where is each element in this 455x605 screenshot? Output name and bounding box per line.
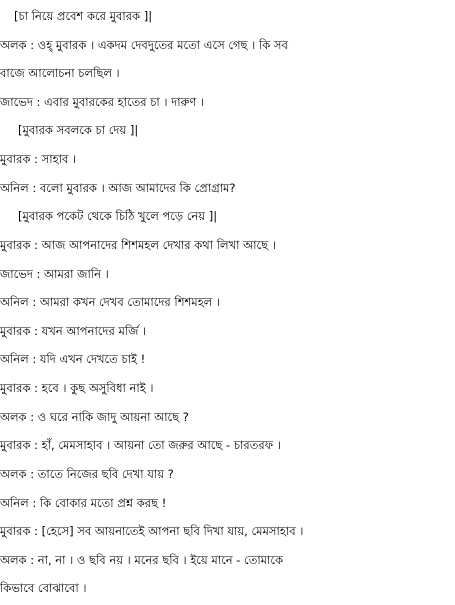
dialogue-line: জাভেদ : আমরা জানি ।	[0, 267, 109, 281]
dialogue-line: মুবারক : আজ আপনাদের শিশমহল দেখার কথা লিখা আছে ।	[0, 238, 276, 252]
dialogue-line: অলক : ও ঘরে নাকি জাদু আয়না আছে ?	[0, 410, 189, 424]
dialogue-line: অনিল : কি বোকার মতো প্রশ্ন করছ !	[0, 496, 167, 510]
dialogue-line: জাভেদ : এবার মুবারকের হাতের চা । দারুণ ।	[0, 95, 205, 109]
dialogue-line: অনিল : বলো মুবারক । আজ আমাদের কি প্রোগ্রাম?	[0, 181, 236, 195]
stage-direction: [মুবারক সবলকে চা দেয় ]|	[18, 123, 139, 137]
dialogue-line: মুবারক : [হেসে] সব আয়নাতেই আপনা ছবি দিখা যায়, মেমসাহাব ।	[0, 524, 304, 538]
dialogue-line: অনিল : আমরা কখন দেখব তোমাদের শিশমহল ।	[0, 295, 221, 309]
dialogue-line: মুবারক : হাঁ, মেমসাহাব । আয়না তো জরুর আছে - চারতরফ ।	[0, 438, 281, 452]
dialogue-line: অলক : ওহ্‌ মুবারক । একদম দেবদুতের মতো এসে গেছ । কি সব	[0, 38, 288, 52]
dialogue-continuation: বাজে আলোচনা চলছিল ।	[0, 66, 120, 80]
stage-direction: [চা নিয়ে প্রবেশ করে মুবারক ]|	[14, 9, 153, 23]
dialogue-line: মুবারক : যখন আপনাদের মর্জি ।	[0, 324, 147, 338]
dialogue-line: মুবারক : সাহাব ।	[0, 152, 77, 166]
stage-direction: [মুবারক পকেট থেকে চিঠি খুলে পড়ে নেয় ]|	[18, 209, 218, 223]
dialogue-line: মুবারক : হবে । কুছ অসুবিধা নাই ।	[0, 381, 154, 395]
dialogue-line: অলক : না, না । ও ছবি নয় । মনের ছবি । ইয়ে মানে - তোমাকে	[0, 553, 284, 567]
dialogue-line: অনিল : যদি এখন দেখতে চাই !	[0, 352, 146, 366]
dialogue-continuation: কিভাবে বোঝাবো ।	[0, 581, 87, 595]
dialogue-line: অলক : তাতে নিজের ছবি দেখা যায় ?	[0, 467, 174, 481]
